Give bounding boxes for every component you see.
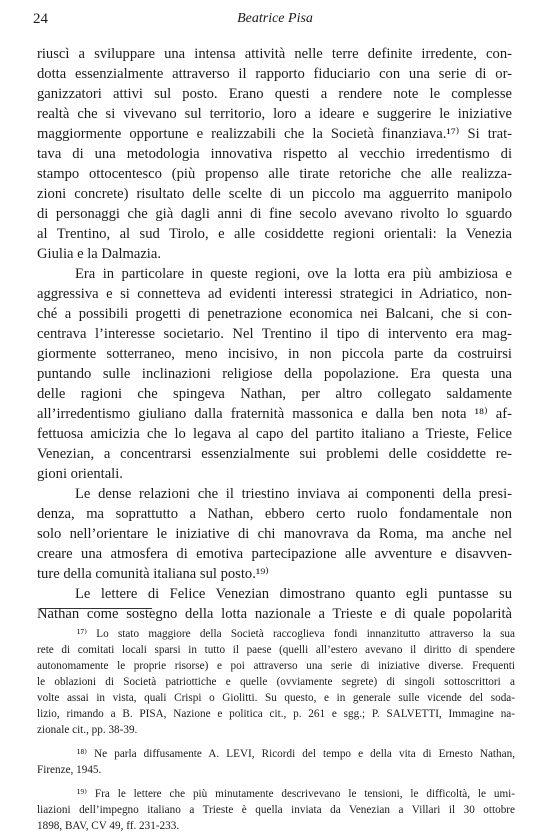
text-line: dotta essenzialmente attraverso il rapporto fiduciario con una serie di or- <box>37 66 512 82</box>
text-line: di personaggi che già dagli anni di fine secolo avevano rivolto lo sguardo <box>37 206 512 222</box>
text-line: fettuosa amicizia che lo legava al capo del partito italiano a Trieste, Felice <box>37 426 512 442</box>
running-head: Beatrice Pisa <box>237 11 313 26</box>
text-line: ché a possibili progetti di penetrazione economica nei Balcani, che si con- <box>37 306 512 322</box>
text-line: tava di una metodologia innovativa rispetto al vecchio irredentismo di <box>37 146 512 162</box>
text-line: centrava l’interesse societario. Nel Trentino il tipo di intervento era mag- <box>37 326 512 342</box>
text-line: gioni orientali. <box>37 466 123 482</box>
paragraph <box>37 264 512 484</box>
page-number: 24 <box>33 11 48 27</box>
footnote-line: le oblazioni di Società patriottiche e quelle (ovviamente segrete) di singoli sottoscrittori a <box>37 676 515 688</box>
footnote-line: liazioni dell’impegno italiano a Trieste è quella inviata da Venezian a Villari il 30 ottobre <box>37 804 515 816</box>
footnote-line: rete di comitati locali sparsi in tutto il paese (quelli all’estero avevano il diritto di spendere <box>37 644 515 656</box>
text-line: riuscì a sviluppare una intensa attività nelle terre definite irredente, con- <box>37 46 512 62</box>
text-line: Le dense relazioni che il triestino inviava ai componenti della presi- <box>75 486 512 502</box>
footnote <box>37 746 515 778</box>
footnote <box>37 626 515 738</box>
paragraph <box>37 484 512 584</box>
footnote-line: volte assai in vista, quali Crispi o Giolitti. Su questo, e in generale sulle vicende del soda- <box>37 692 515 704</box>
text-line: ganizzatori attivi sul posto. Erano questi a rendere note le complesse <box>37 86 512 102</box>
footnotes <box>37 626 515 834</box>
text-line: creare una atmosfera di emotiva partecipazione alle avventure e disavven- <box>37 546 512 562</box>
footnote-line: lizio, rimando a B. PISA, Nazione e politica cit., p. 261 e sgg.; P. SALVETTI, Immagine na- <box>37 708 515 720</box>
text-line: Venezian, a concentrarsi essenzialmente sui problemi delle cosiddette re- <box>37 446 512 462</box>
body-text <box>37 44 512 624</box>
paragraph <box>37 584 512 624</box>
text-line: al Trentino, al sud Tirolo, e alle cosiddette regioni orientali: la Venezia <box>37 226 512 242</box>
footnote-line: ¹⁷⁾ Lo stato maggiore della Società raccoglieva fondi innanzitutto attraverso la sua <box>77 628 515 640</box>
text-line: giormente sotterraneo, meno incisivo, in non piccola parte da costruirsi <box>37 346 512 362</box>
text-line: delle ragioni che spingeva Nathan, per altro collegato saldamente <box>37 386 512 402</box>
footnote-line: zionale cit., pp. 38-39. <box>37 724 138 736</box>
text-line: zioni concrete) risultato delle scelte di un piccolo ma agguerrito manipolo <box>37 186 512 202</box>
footnote-line: ¹⁹⁾ Fra le lettere che più minutamente descrivevano le tensioni, le difficoltà, le umi- <box>77 788 515 800</box>
paragraph <box>37 44 512 264</box>
footnote-line: Firenze, 1945. <box>37 764 102 776</box>
text-line: all’irredentismo giuliano dalla fraternità massonica e dalla ben nota ¹⁸⁾ af- <box>37 406 512 422</box>
text-line: denza, ma soprattutto a Nathan, ebbero certo ruolo fondamentale non <box>37 506 512 522</box>
text-line: puntando sulle inclinazioni religiose della popolazione. Era questa una <box>37 366 512 382</box>
text-line: Era in particolare in queste regioni, ove la lotta era più ambiziosa e <box>75 266 512 282</box>
text-line: maggiormente opportune e realizzabili che la Società finanziava.¹⁷⁾ Si trat- <box>37 126 512 142</box>
footnote-divider <box>40 608 152 609</box>
footnote-line: autonomamente le proprie risorse) e poi attraverso una serie di iniziative diverse. Frequenti <box>37 660 515 672</box>
text-line: stampo ottocentesco (più propenso alle tirate retoriche che alle realizza- <box>37 166 512 182</box>
text-line: Nathan come sostegno della lotta nazionale a Trieste e di quale popolarità <box>37 606 512 622</box>
text-line: solo nell’orientare le iniziative di chi manovrava da Roma, ma anche nel <box>37 526 512 542</box>
footnote-line: 1898, BAV, CV 49, ff. 231-233. <box>37 820 180 832</box>
footnote-line: ¹⁸⁾ Ne parla diffusamente A. LEVI, Ricordi del tempo e della vita di Ernesto Nathan, <box>77 748 515 760</box>
text-line: Giulia e la Dalmazia. <box>37 246 161 262</box>
text-line: ture della comunità italiana sul posto.¹⁹⁾ <box>37 566 269 582</box>
text-line: realtà che si vivevano sul territorio, loro a ideare e suggerire le iniziative <box>37 106 512 122</box>
footnote <box>37 786 515 834</box>
text-line: Le lettere di Felice Venezian dimostrano quanto egli puntasse su <box>75 586 512 602</box>
text-line: aggressiva e si connetteva ad evidenti interessi strategici in Adriatico, non- <box>37 286 512 302</box>
